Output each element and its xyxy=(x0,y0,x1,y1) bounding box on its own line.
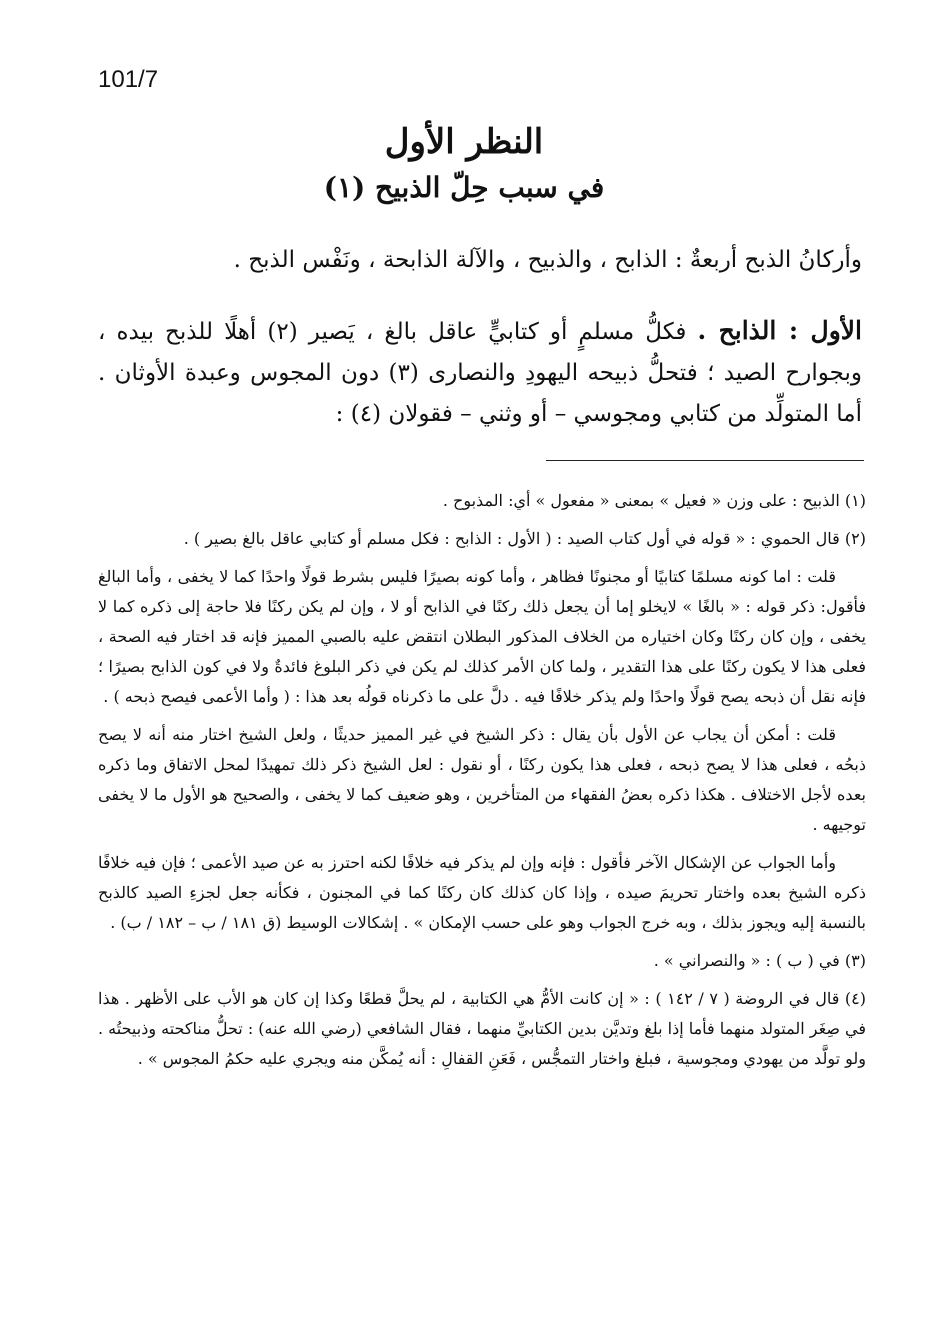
page-number: 101/7 xyxy=(98,66,159,93)
first-pillar-paragraph xyxy=(98,310,862,435)
intro-paragraph: وأركانُ الذبح أربعةٌ : الذابح ، والذبيح ، والآلة الذابحة ، ونَفْس الذبح . xyxy=(233,247,862,273)
footnotes-section xyxy=(98,486,866,1082)
footnote-1: (١) الذبيح : على وزن « فعيل » بمعنى « مفعول » أي: المذبوح . xyxy=(442,491,866,510)
section-subtitle: في سبب حِلّ الذبيح (١) xyxy=(323,171,605,204)
footnote-2-para-2: قلت : أمكن أن يجاب عن الأول بأن يقال : ذكر الشيخ في غير المميز حديثًا ، ولعل الشيخ اختار منه أنه لا يصح ذبحُه ، فعلى هذا لا يصح ذبحه ، فعلى هذا يكون ركنًا ، أو نقول : لعل الشيخ ذكر ذلك تمهيدًا لمحل الاتفاق وما ذكره بعده لأجل الاختلاف . هكذا ذكره بعضُ الفقهاء من المتأخرين ، وهو ضعيف كما لا يخفى ، والصحيح هو الأول ما لا يخفى توجيهه . xyxy=(98,725,866,834)
footnote-3: (٣) في ( ب ) : « والنصراني » . xyxy=(653,951,866,970)
footnote-4: (٤) قال في الروضة ( ٧ / ١٤٢ ) : « إن كانت الأمُّ هي الكتابية ، لم يحلَّ قطعًا وكذا إن كان هو الأب على الأظهر . هذا في صِغَر المتولد منهما فأما إذا بلغ وتديَّن بدين الكتابيِّ منهما ، فقال الشافعي (رضي الله عنه) : تحلُّ مناكحته وذبيحتُه . ولو تولَّد من يهودي ومجوسية ، فبلغ واختار التمجُّس ، فَعَنِ القفالِ : أنه يُمكَّن منه ويجري عليه حكمُ المجوس » . xyxy=(98,989,867,1068)
footnote-2-para-1: قلت : اما كونه مسلمًا كتابيًا أو مجنونًا فظاهر ، وأما كونه بصيرًا فليس بشرط قولًا واحدًا كما لا يخفى ، وأما البالغ فأقول: ذكر قوله : « بالغًا » لايخلو إما أن يجعل ذلك ركنًا في الذابح أو لا ، وإن لم يكن ركنًا فلا حاجة إلى ذكره كما لا يخفى ، وإن كان ركنًا وكان اختياره من الخلاف المذكور البطلان انتقض عليه بالصبي المميز فإنه قد اختار فيه الصحة ، فعلى هذا لا يكون ركنًا على هذا التقدير ، ولما كان الأمر كذلك لم يكن في ذكر البلوغ فائدةٌ ولا في كون الذابح بصيرًا ؛ فإنه نقل أن ذبحه يصح قولًا واحدًا ولم يذكر خلافًا فيه . دلَّ على ما ذكرناه قولُه بعد هذا : ( وأما الأعمى فيصح ذبحه ) . xyxy=(98,567,867,706)
first-pillar-text: فكلُّ مسلمٍ أو كتابيٍّ عاقل بالغ ، يَصير (٢) أهلًا للذبح بيده ، وبجوارح الصيد ؛ فتحلُّ ذبيحه اليهودِ والنصارى (٣) دون المجوس وعبدة الأوثان . أما المتولِّد من كتابي ومجوسي – أو وثني – فقولان (٤) : xyxy=(98,319,863,427)
footnote-2: (٢) قال الحموي : « قوله في أول كتاب الصيد : ( الأول : الذابح : فكل مسلم أو كتابي عاقل بالغ بصير ) . xyxy=(183,529,866,548)
footnote-divider xyxy=(546,460,864,461)
first-pillar-heading: الأول : الذابح . xyxy=(697,316,862,345)
section-title: النظر الأول xyxy=(384,122,544,162)
footnote-2-para-3: وأما الجواب عن الإشكال الآخر فأقول : فإنه وإن لم يذكر فيه خلافًا لكنه احترز به عن صيد الأعمى ؛ فإن فيه خلافًا ذكره الشيخ بعده واختار تحريمَ صيده ، وإذا كان كذلك كان ركنًا كما في المجنون ، فكأنه جعل لجزءِ الصيد كالذبح بالنسبة إليه ويجوز بذلك ، وبه خرج الجواب وهو على حسب الإمكان » . إشكالات الوسيط (ق ١٨١ / ب – ١٨٢ / ب) . xyxy=(98,853,867,932)
